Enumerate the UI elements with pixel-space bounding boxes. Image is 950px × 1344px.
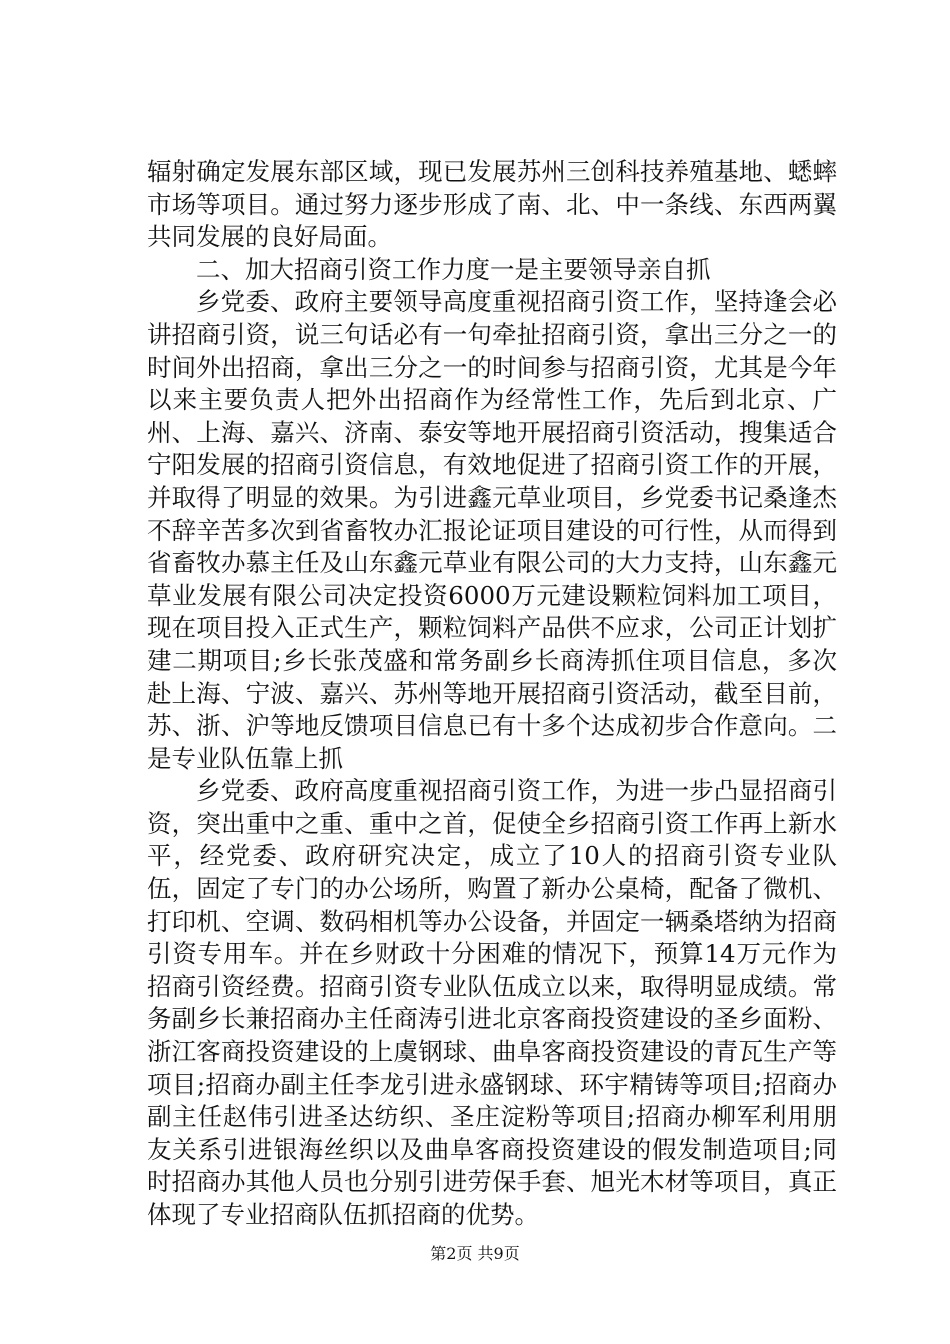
paragraph-3: 乡党委、政府主要领导高度重视招商引资工作，坚持逢会必讲招商引资，说三句话必有一句牵扯招商引资，拿出三分之一的时间外出招商，拿出三分之一的时间参与招商引资，尤其是今年以来主要负责人把外出招商作为经常性工作，先后到北京、广州、上海、嘉兴、济南、泰安等地开展招商引资活动，搜集适合宁阳发展的招商引资信息，有效地促进了招商引资工作的开展，并取得了明显的效果。为引进鑫元草业项目，乡党委书记桑逢杰不辞辛苦多次到省畜牧办汇报论证项目建设的可行性，从而得到省畜牧办慕主任及山东鑫元草业有限公司的大力支持，山东鑫元草业发展有限公司决定投资6000万元建设颗粒饲料加工项目，现在项目投入正式生产，颗粒饲料产品供不应求，公司正计划扩建二期项目;乡长张茂盛和常务副乡长商涛抓住项目信息，多次赴上海、宁波、嘉兴、苏州等地开展招商引资活动，截至目前，苏、浙、沪等地反馈项目信息已有十多个达成初步合作意向。二是专业队伍靠上抓 [147, 287, 837, 773]
document-body [147, 156, 837, 1232]
paragraph-1: 辐射确定发展东部区域，现已发展苏州三创科技养殖基地、蟋蟀市场等项目。通过努力逐步形成了南、北、中一条线、东西两翼共同发展的良好局面。 [147, 157, 837, 252]
paragraph-2: 二、加大招商引资工作力度一是主要领导亲自抓 [196, 254, 711, 284]
page-number-footer: 第2页 共9页 [430, 1244, 520, 1263]
paragraph-4: 乡党委、政府高度重视招商引资工作，为进一步凸显招商引资，突出重中之重、重中之首，促使全乡招商引资工作再上新水平，经党委、政府研究决定，成立了10人的招商引资专业队伍，固定了专门的办公场所，购置了新办公桌椅，配备了微机、打印机、空调、数码相机等办公设备，并固定一辆桑塔纳为招商引资专用车。并在乡财政十分困难的情况下，预算14万元作为招商引资经费。招商引资专业队伍成立以来，取得明显成绩。常务副乡长兼招商办主任商涛引进北京客商投资建设的圣乡面粉、浙江客商投资建设的上虞钢球、曲阜客商投资建设的青瓦生产等项目;招商办副主任李龙引进永盛钢球、环宇精铸等项目;招商办副主任赵伟引进圣达纺织、圣庄淀粉等项目;招商办柳军利用朋友关系引进银海丝织以及曲阜客商投资建设的假发制造项目;同时招商办其他人员也分别引进劳保手套、旭光木材等项目，真正体现了专业招商队伍抓招商的优势。 [147, 776, 837, 1229]
